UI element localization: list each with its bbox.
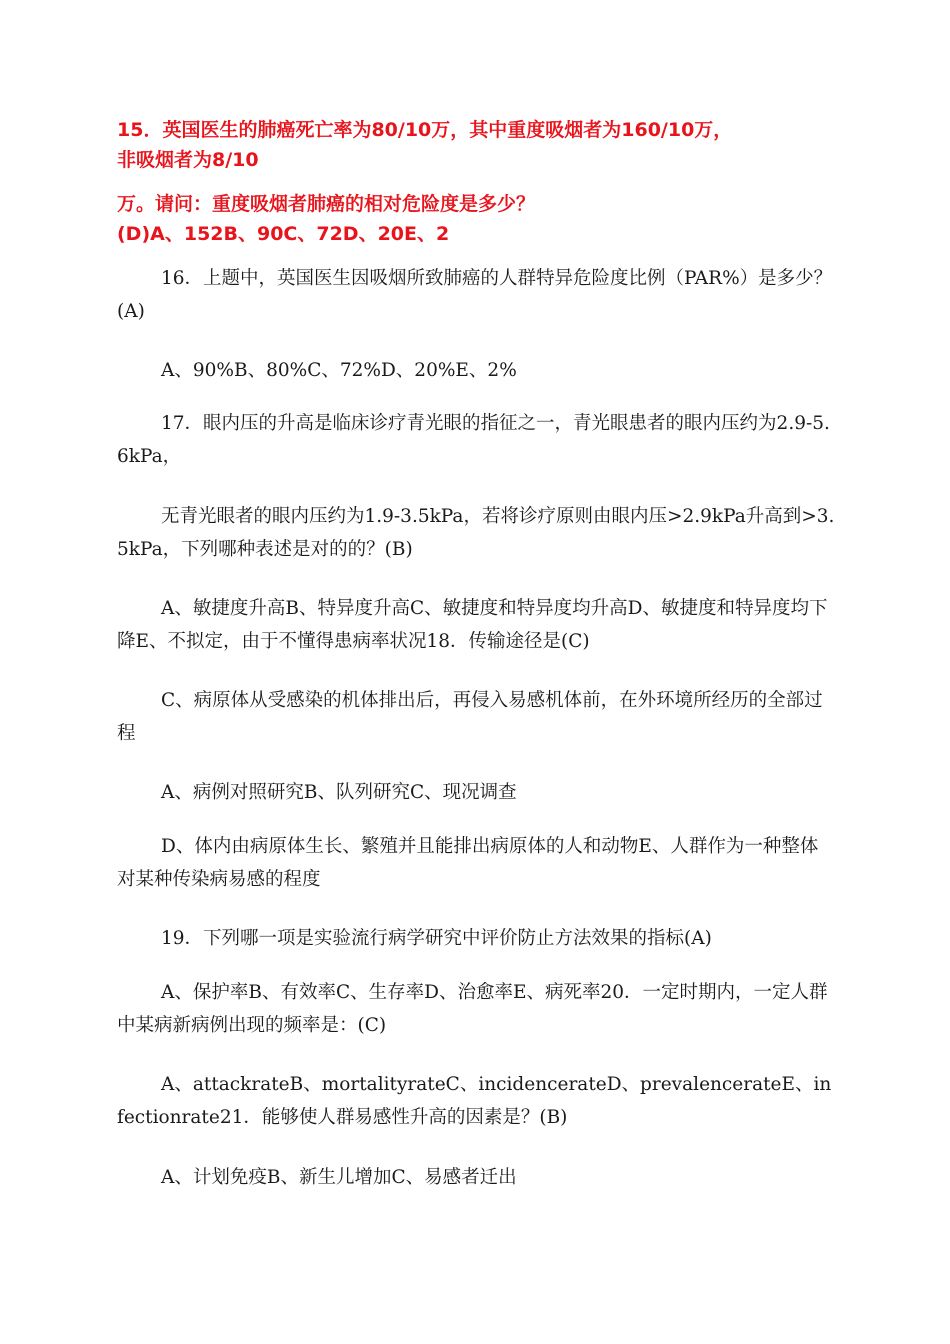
question-19-options-and-question-20: A、保护率B、有效率C、生存率D、治愈率E、病死率20．一定时期内，一定人群中某病新病例出现的频率是：(C) bbox=[117, 982, 828, 1036]
question-15-line-1: 15．英国医生的肺癌死亡率为80/10万，其中重度吸烟者为160/10万， bbox=[117, 119, 733, 141]
question-18-options-continued: D、体内由病原体生长、繁殖并且能排出病原体的人和动物E、人群作为一种整体对某种传染病易感的程度 bbox=[117, 836, 819, 890]
question-16: 16．上题中，英国医生因吸烟所致肺癌的人群特异危险度比例（PAR%）是多少？(A) bbox=[117, 268, 833, 322]
question-17: 17．眼内压的升高是临床诊疗青光眼的指征之一，青光眼患者的眼内压约为2.9-5.6kPa， bbox=[117, 413, 830, 467]
question-15-line-3: 万。请问：重度吸烟者肺癌的相对危险度是多少？ bbox=[117, 193, 536, 215]
question-18-answer: C、病原体从受感染的机体排出后，再侵入易感机体前，在外环境所经历的全部过程 bbox=[117, 690, 823, 744]
question-17-options-and-question-18: A、敏捷度升高B、特异度升高C、敏捷度和特异度均升高D、敏捷度和特异度均下降E、不拟定，由于不懂得患病率状况18．传输途径是(C) bbox=[117, 598, 828, 652]
question-15-answer-options: (D)A、152B、90C、72D、20E、2 bbox=[117, 223, 450, 245]
question-16-options: A、90%B、80%C、72%D、20%E、2% bbox=[161, 360, 517, 381]
question-15-line-2: 非吸烟者为8/10 bbox=[117, 149, 259, 171]
question-18-options: A、病例对照研究B、队列研究C、现况调查 bbox=[161, 782, 517, 803]
question-19: 19．下列哪一项是实验流行病学研究中评价防止方法效果的指标(A) bbox=[161, 928, 712, 949]
question-17-continued: 无青光眼者的眼内压约为1.9-3.5kPa，若将诊疗原则由眼内压>2.9kPa升高到>3.5kPa，下列哪种表述是对的的？(B) bbox=[117, 506, 835, 560]
question-20-options-and-question-21: A、attackrateB、mortalityrateC、incidencerateD、prevalencerateE、infectionrate21．能够使人群易感性升高的因素是？(B) bbox=[117, 1074, 832, 1128]
question-21-options: A、计划免疫B、新生儿增加C、易感者迁出 bbox=[161, 1167, 517, 1188]
